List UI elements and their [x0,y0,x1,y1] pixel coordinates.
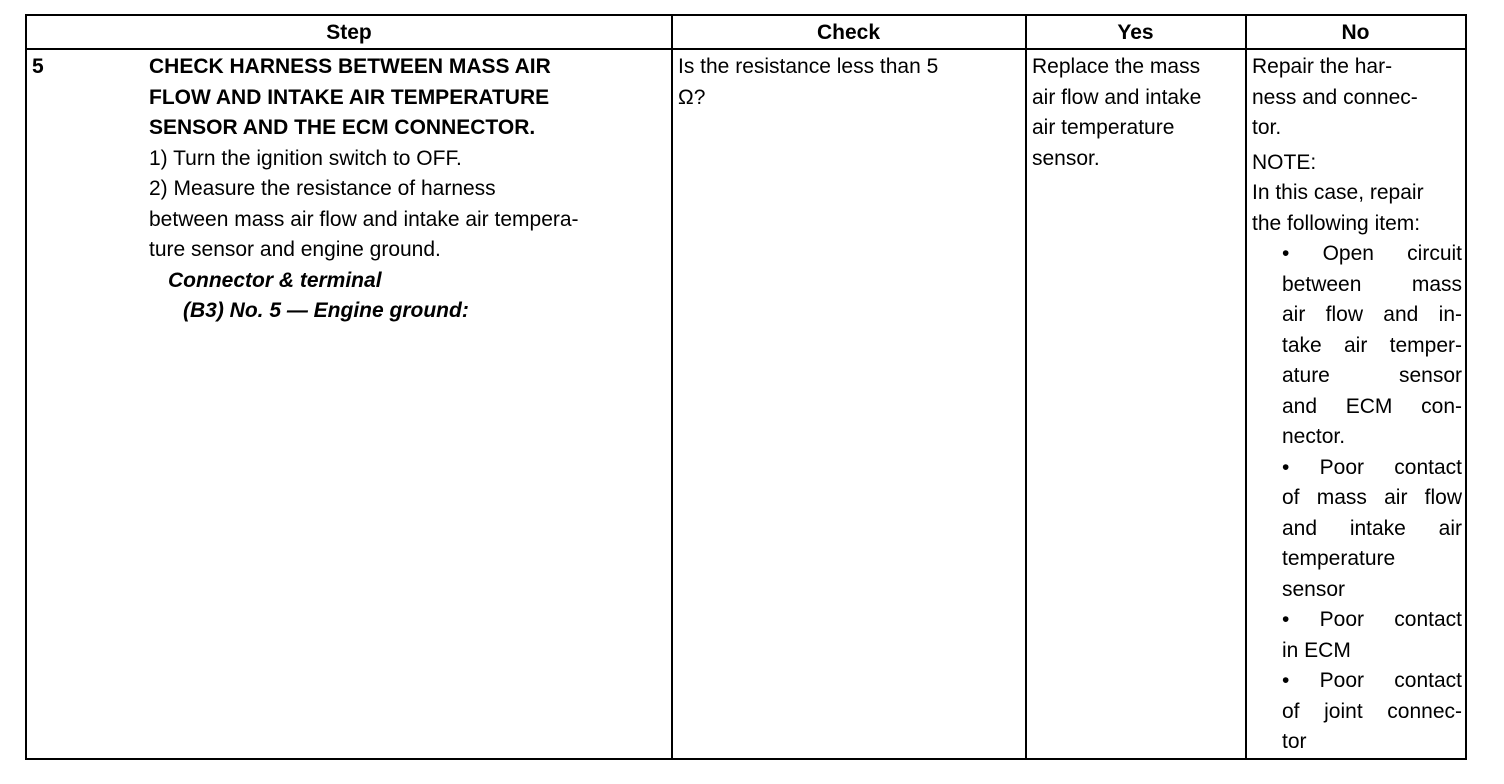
note-item-line: take air temper- [1282,333,1462,357]
troubleshooting-table [25,14,1467,760]
yes-line: sensor. [1032,146,1100,170]
note-item-line: air flow and in- [1282,303,1462,326]
yes-line: air flow and intake [1032,85,1202,109]
note-item-line: nector. [1282,425,1346,448]
note-item-line: of joint connec- [1282,699,1462,723]
column-divider [671,16,673,758]
instruction-line: between mass air flow and intake air tempera- [149,207,579,231]
no-line: ness and connec- [1252,85,1418,109]
no-line: Repair the har- [1252,55,1393,78]
note-intro-line: the following item: [1252,211,1421,235]
no-line: tor. [1252,116,1282,139]
column-divider [1245,16,1247,758]
note-item-line: of mass air flow [1282,486,1462,509]
note-label: NOTE: [1252,150,1317,174]
note-intro-line: In this case, repair [1252,181,1424,204]
step-title-line: SENSOR AND THE ECM CONNECTOR. [149,116,536,139]
header-no: No [1341,21,1370,44]
note-item-line: tor [1282,730,1307,753]
header-check: Check [816,21,881,44]
yes-line: air temperature [1032,116,1175,139]
step-content [149,52,669,327]
note-item-line: between mass [1282,272,1462,296]
step-title-line: CHECK HARNESS BETWEEN MASS AIR [149,55,551,78]
note-item-line: • Poor contact [1282,455,1462,479]
check-line: Ω? [678,85,706,109]
instruction-line: ture sensor and engine ground. [149,238,441,261]
instruction-line: 1) Turn the ignition switch to OFF. [149,146,462,170]
connector-label: Connector & terminal [168,268,382,292]
step-number: 5 [32,55,44,78]
instruction-line: 2) Measure the resistance of harness [149,177,496,200]
step-title-line: FLOW AND INTAKE AIR TEMPERATURE [149,85,550,109]
yes-line: Replace the mass [1032,55,1201,78]
yes-content [1032,52,1242,174]
note-item-line: in ECM [1282,638,1351,662]
note-item-line: temperature [1282,547,1396,570]
header-step: Step [326,21,372,44]
column-divider [1025,16,1027,758]
note-item-line: • Poor contact [1282,608,1462,631]
note-item-line: • Poor contact [1282,669,1462,692]
note-item-line: • Open circuit [1282,242,1462,265]
note-item-line: and ECM con- [1282,394,1462,418]
check-content [678,52,1018,113]
note-item-line: sensor [1282,577,1346,601]
header-yes: Yes [1117,21,1154,44]
note-item-line: ature sensor [1282,364,1462,387]
note-item-line: and intake air [1282,516,1462,540]
no-content [1252,52,1462,758]
connector-value: (B3) No. 5 — Engine ground: [183,299,469,322]
check-line: Is the resistance less than 5 [678,55,939,78]
